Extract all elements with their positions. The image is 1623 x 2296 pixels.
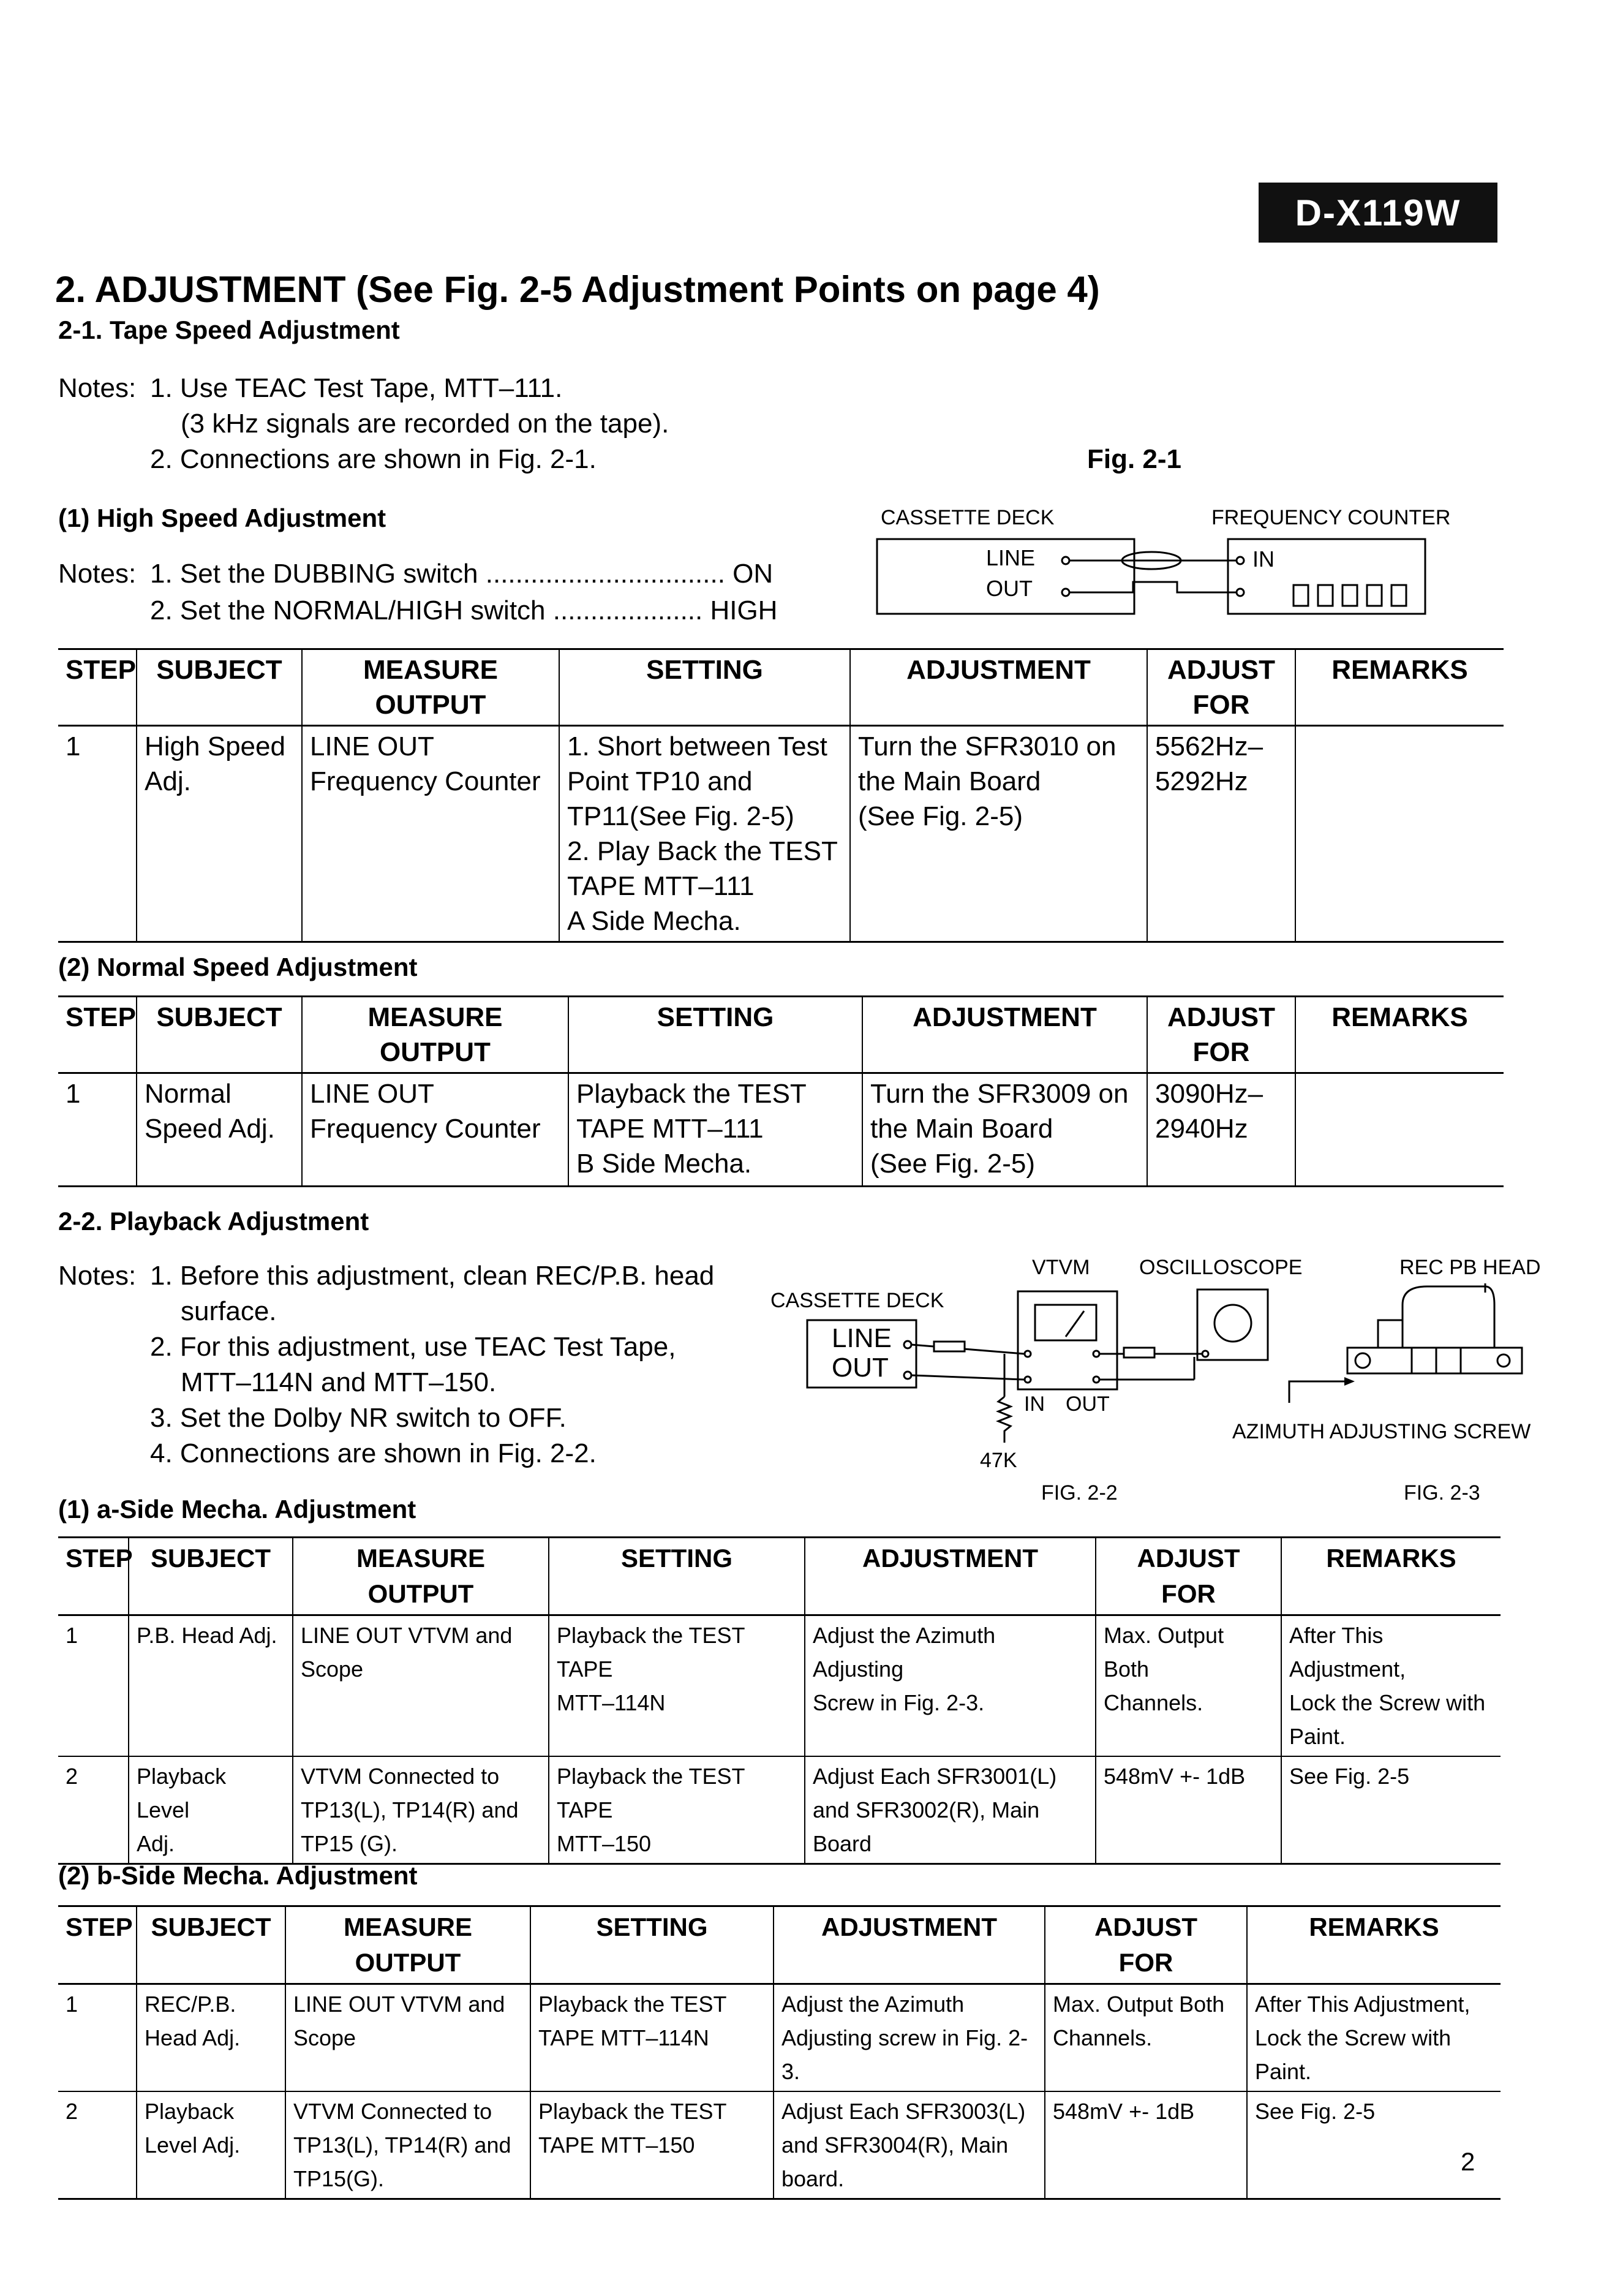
- fig3-screw-label: AZIMUTH ADJUSTING SCREW: [1232, 1420, 1531, 1443]
- cell-remarks: See Fig. 2-5: [1281, 1756, 1501, 1864]
- normal-speed-heading: (2) Normal Speed Adjustment: [58, 953, 418, 981]
- cell-subject: Normal Speed Adj.: [137, 1073, 302, 1187]
- note-2-2-2b: MTT–114N and MTT–150.: [181, 1367, 497, 1397]
- fig2-out-label: OUT: [832, 1353, 889, 1383]
- note-2-2-1b: surface.: [181, 1296, 277, 1326]
- cell-setting: Playback the TEST TAPE MTT–114N: [530, 1984, 774, 2092]
- note-high-1: 1. Set the DUBBING switch ................................ ON: [150, 559, 774, 589]
- a-side-table: [58, 1536, 1501, 1865]
- cell-measure: VTVM Connected to TP13(L), TP14(R) and TP15 (G).: [293, 1756, 549, 1864]
- fig1-line-label: LINE: [986, 545, 1036, 570]
- header-step: STEP: [58, 649, 137, 726]
- page-number: 2: [1461, 2147, 1475, 2176]
- cell-subject: P.B. Head Adj.: [129, 1615, 293, 1757]
- cell-measure: LINE OUT Frequency Counter: [302, 1073, 568, 1187]
- header-adjustment: ADJUSTMENT: [850, 649, 1147, 726]
- cell-adjustment: Turn the SFR3009 on the Main Board (See Fig. 2-5): [862, 1073, 1147, 1187]
- header-remarks: REMARKS: [1281, 1538, 1501, 1615]
- header-adjustment: ADJUSTMENT: [862, 997, 1147, 1073]
- fig-2-1-label: Fig. 2-1: [1087, 444, 1182, 474]
- cell-remarks: See Fig. 2-5: [1247, 2091, 1501, 2199]
- b-side-heading: (2) b-Side Mecha. Adjustment: [58, 1861, 418, 1890]
- fig2-resistor-label: 47K: [980, 1449, 1017, 1472]
- header-setting: SETTING: [530, 1906, 774, 1984]
- header-measure-output: MEASURE OUTPUT: [293, 1538, 549, 1615]
- cell-measure: LINE OUT VTVM and Scope: [293, 1615, 549, 1757]
- cell-step: 1: [58, 1073, 137, 1187]
- header-measure-output: MEASURE OUTPUT: [285, 1906, 530, 1984]
- cell-step: 2: [58, 2091, 137, 2199]
- cell-subject: Playback Level Adj.: [137, 2091, 285, 2199]
- table-row: [58, 1615, 1501, 1757]
- cell-subject: REC/P.B. Head Adj.: [137, 1984, 285, 2092]
- cell-adjustment: Adjust the Azimuth Adjusting screw in Fig. 2-3.: [774, 1984, 1045, 2092]
- header-step: STEP: [58, 1906, 137, 1984]
- fig-2-2-label: FIG. 2-2: [1041, 1481, 1118, 1505]
- fig1-cassette-deck-label: CASSETTE DECK: [881, 506, 1055, 529]
- cell-adjust-for: 3090Hz– 2940Hz: [1147, 1073, 1295, 1187]
- high-speed-heading: (1) High Speed Adjustment: [58, 504, 386, 532]
- cell-adjustment: Adjust Each SFR3003(L) and SFR3004(R), Main board.: [774, 2091, 1045, 2199]
- section-2-2-heading: 2-2. Playback Adjustment: [58, 1207, 369, 1236]
- header-adjust-for: ADJUST FOR: [1147, 649, 1295, 726]
- header-subject: SUBJECT: [137, 649, 302, 726]
- cell-adjustment: Turn the SFR3010 on the Main Board (See Fig. 2-5): [850, 726, 1147, 942]
- header-setting: SETTING: [559, 649, 850, 726]
- notes-label-high: Notes:: [58, 559, 137, 589]
- note-2-1-1b: (3 kHz signals are recorded on the tape).: [181, 409, 669, 439]
- fig2-vtvm-label: VTVM: [1032, 1256, 1090, 1279]
- header-measure-output: MEASURE OUTPUT: [302, 649, 559, 726]
- page-title: 2. ADJUSTMENT (See Fig. 2-5 Adjustment Points on page 4): [55, 269, 1100, 310]
- header-adjust-for: ADJUST FOR: [1096, 1538, 1281, 1615]
- section-2-1-heading: 2-1. Tape Speed Adjustment: [58, 315, 400, 344]
- header-adjust-for: ADJUST FOR: [1147, 997, 1295, 1073]
- header-remarks: REMARKS: [1295, 649, 1504, 726]
- header-step: STEP: [58, 1538, 129, 1615]
- header-measure-output: MEASURE OUTPUT: [302, 997, 568, 1073]
- header-setting: SETTING: [549, 1538, 805, 1615]
- fig1-out-label: OUT: [986, 576, 1033, 601]
- header-remarks: REMARKS: [1295, 997, 1504, 1073]
- fig1-frequency-counter-label: FREQUENCY COUNTER: [1211, 506, 1451, 529]
- header-step: STEP: [58, 997, 137, 1073]
- table-row: [58, 2091, 1501, 2199]
- table-header-row: [58, 1906, 1501, 1984]
- cell-subject: High Speed Adj.: [137, 726, 302, 942]
- header-remarks: REMARKS: [1247, 1906, 1501, 1984]
- fig2-in-label: IN: [1024, 1392, 1045, 1416]
- fig1-in-label: IN: [1252, 546, 1275, 572]
- cell-adjust-for: 548mV +- 1dB: [1045, 2091, 1247, 2199]
- cell-measure: LINE OUT Frequency Counter: [302, 726, 559, 942]
- cell-measure: LINE OUT VTVM and Scope: [285, 1984, 530, 2092]
- cell-step: 1: [58, 726, 137, 942]
- cell-setting: 1. Short between Test Point TP10 and TP11(See Fig. 2-5) 2. Play Back the TEST TAPE MTT–111 A Side Mecha.: [559, 726, 850, 942]
- cell-adjust-for: 5562Hz– 5292Hz: [1147, 726, 1295, 942]
- cell-measure: VTVM Connected to TP13(L), TP14(R) and TP15(G).: [285, 2091, 530, 2199]
- note-high-2: 2. Set the NORMAL/HIGH switch .................... HIGH: [150, 595, 778, 625]
- cell-step: 1: [58, 1615, 129, 1757]
- header-adjustment: ADJUSTMENT: [774, 1906, 1045, 1984]
- header-subject: SUBJECT: [129, 1538, 293, 1615]
- header-subject: SUBJECT: [137, 997, 302, 1073]
- cell-subject: Playback Level Adj.: [129, 1756, 293, 1864]
- cell-adjustment: Adjust the Azimuth Adjusting Screw in Fig. 2-3.: [805, 1615, 1096, 1757]
- model-badge: D-X119W: [1259, 183, 1497, 243]
- table-header-row: [58, 1538, 1501, 1615]
- header-setting: SETTING: [568, 997, 862, 1073]
- fig3-head-label: REC PB HEAD: [1399, 1256, 1541, 1279]
- cell-adjust-for: 548mV +- 1dB: [1096, 1756, 1281, 1864]
- fig-2-3-label: FIG. 2-3: [1404, 1481, 1480, 1505]
- notes-label-2-2: Notes:: [58, 1261, 137, 1291]
- cell-setting: Playback the TEST TAPE MTT–150: [549, 1756, 805, 1864]
- note-2-2-2: 2. For this adjustment, use TEAC Test Tape,: [150, 1332, 676, 1362]
- cell-step: 1: [58, 1984, 137, 2092]
- fig2-cassette-deck-label: CASSETTE DECK: [770, 1289, 944, 1312]
- note-2-1-2: 2. Connections are shown in Fig. 2-1.: [150, 444, 597, 474]
- cell-setting: Playback the TEST TAPE MTT–150: [530, 2091, 774, 2199]
- notes-label-2-1: Notes:: [58, 373, 137, 403]
- cell-remarks: After This Adjustment, Lock the Screw with Paint.: [1281, 1615, 1501, 1757]
- table-row: [58, 1984, 1501, 2092]
- cell-setting: Playback the TEST TAPE MTT–114N: [549, 1615, 805, 1757]
- cell-remarks: After This Adjustment, Lock the Screw with Paint.: [1247, 1984, 1501, 2092]
- b-side-table: [58, 1905, 1501, 2200]
- header-adjustment: ADJUSTMENT: [805, 1538, 1096, 1615]
- header-adjust-for: ADJUST FOR: [1045, 1906, 1247, 1984]
- a-side-heading: (1) a-Side Mecha. Adjustment: [58, 1495, 416, 1524]
- header-subject: SUBJECT: [137, 1906, 285, 1984]
- fig2-out-terminal-label: OUT: [1066, 1392, 1110, 1416]
- cell-setting: Playback the TEST TAPE MTT–111 B Side Mecha.: [568, 1073, 862, 1187]
- note-2-2-1: 1. Before this adjustment, clean REC/P.B. head: [150, 1261, 715, 1291]
- note-2-2-4: 4. Connections are shown in Fig. 2-2.: [150, 1438, 597, 1468]
- note-2-2-3: 3. Set the Dolby NR switch to OFF.: [150, 1403, 567, 1433]
- fig2-line-label: LINE: [832, 1323, 892, 1353]
- cell-adjust-for: Max. Output Both Channels.: [1096, 1615, 1281, 1757]
- cell-adjust-for: Max. Output Both Channels.: [1045, 1984, 1247, 2092]
- fig2-oscilloscope-label: OSCILLOSCOPE: [1139, 1256, 1303, 1279]
- note-2-1-1: 1. Use TEAC Test Tape, MTT–111.: [150, 373, 563, 403]
- cell-step: 2: [58, 1756, 129, 1864]
- table-row: [58, 1756, 1501, 1864]
- cell-adjustment: Adjust Each SFR3001(L) and SFR3002(R), Main Board: [805, 1756, 1096, 1864]
